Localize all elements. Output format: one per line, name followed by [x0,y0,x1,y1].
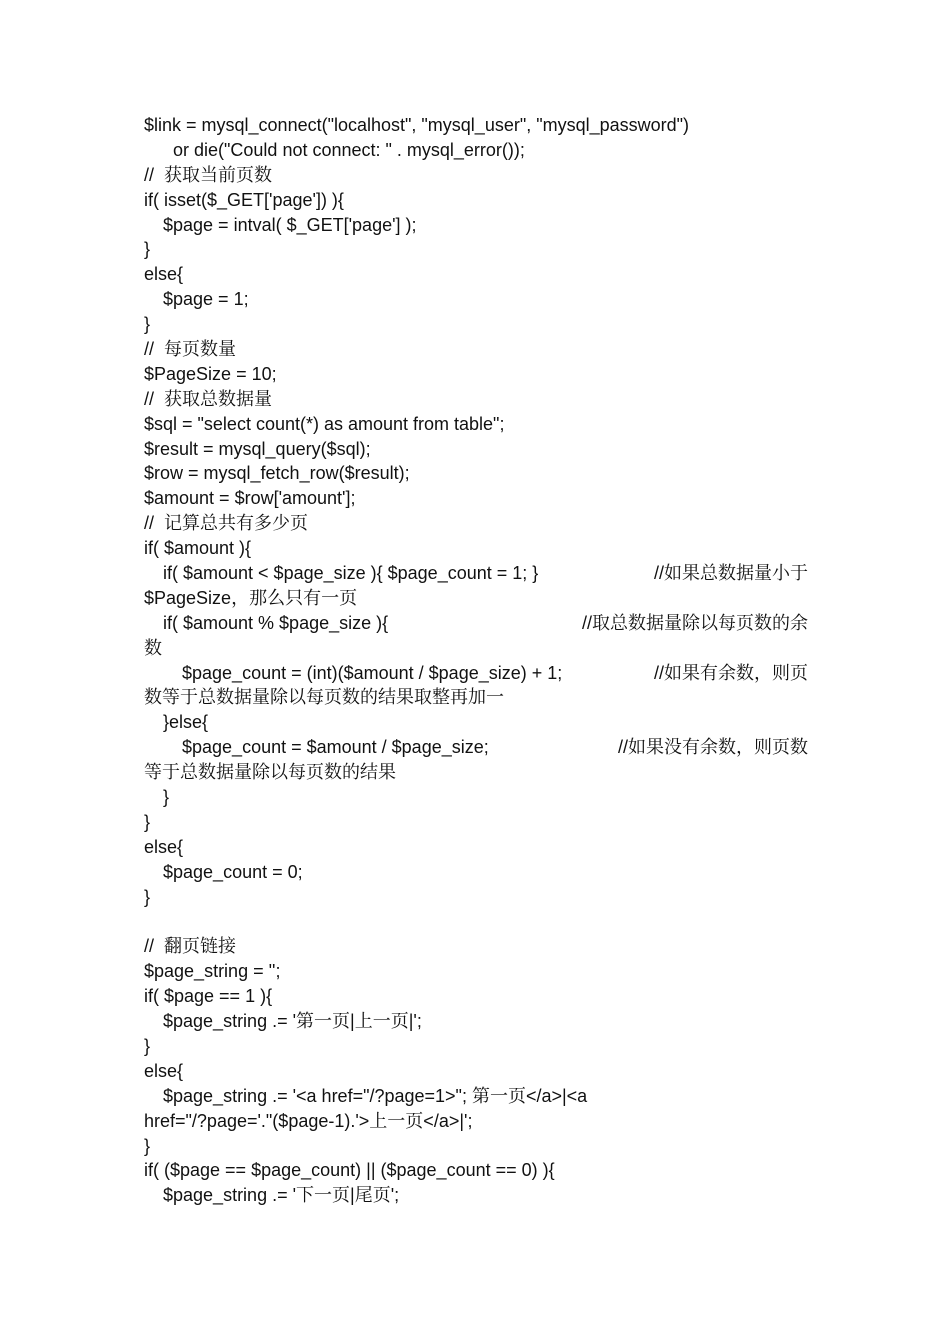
code-line: $PageSize = 10; [144,363,277,384]
code-line: $page = intval( $_GET['page'] ); [163,214,417,235]
code-line: $amount = $row['amount']; [144,488,356,509]
code-line: if( $page == 1 ){ [144,986,273,1007]
code-line: $row = mysql_fetch_row($result); [144,463,410,484]
code-text: $page_count = (int)($amount / $page_size) + 1; [182,662,563,683]
code-block [144,113,808,1208]
code-line: $page = 1; [163,289,249,310]
code-line-with-comment [144,661,808,686]
code-line: } [163,787,170,808]
inline-comment: //如果总数据量小于 [653,563,808,584]
code-line: } [144,239,151,260]
code-line: if( isset($_GET['page']) ){ [144,189,344,210]
code-line: else{ [144,836,184,857]
code-line: } [144,811,151,832]
code-line: $page_string .= '下一页|尾页'; [163,1185,400,1206]
comment-line: // 翻页链接 [144,936,237,957]
wrapped-code-line: href="/?page='."($page-1).'>上一页</a>|'; [144,1110,473,1131]
comment-line: // 每页数量 [144,339,237,360]
code-line: $page_string .= '第一页|上一页|'; [163,1011,422,1032]
inline-comment: //如果有余数，则页 [653,662,808,683]
wrapped-comment-line: $PageSize，那么只有一页 [144,587,358,608]
code-line: if( $amount ){ [144,538,252,559]
code-line: }else{ [163,712,209,733]
code-line-with-comment [144,561,808,586]
inline-comment: //如果没有余数，则页数 [617,737,808,758]
wrapped-comment-line: 数等于总数据量除以每页数的结果取整再加一 [144,687,504,708]
code-line: $result = mysql_query($sql); [144,438,371,459]
code-line: $link = mysql_connect("localhost", "mysql_user", "mysql_password") [144,115,690,135]
code-line-with-comment [144,735,808,760]
code-line: $sql = "select count(*) as amount from table"; [144,413,505,434]
code-line: else{ [144,1060,184,1081]
blank-line [144,910,808,935]
code-line-with-comment [144,611,808,636]
code-line: if( ($page == $page_count) || ($page_count == 0) ){ [144,1160,555,1181]
code-line: $page_string = ''; [144,961,281,982]
comment-line: // 获取当前页数 [144,164,273,185]
code-line: $page_string .= '<a href="/?page=1>"; 第一页</a>|<a [163,1085,588,1106]
inline-comment: //取总数据量除以每页数的余 [581,612,808,633]
comment-line: // 记算总共有多少页 [144,513,309,534]
code-text: if( $amount < $page_size ){ $page_count = 1; } [163,563,539,584]
wrapped-comment-line: 等于总数据量除以每页数的结果 [144,762,396,783]
comment-line: // 获取总数据量 [144,388,273,409]
code-text: if( $amount % $page_size ){ [163,612,389,633]
code-line: or die("Could not connect: " . mysql_error()); [173,139,525,160]
code-line: $page_count = 0; [163,861,303,882]
code-line: } [144,314,151,335]
code-line: else{ [144,264,184,285]
code-line: } [144,886,151,907]
code-line: } [144,1035,151,1056]
code-text: $page_count = $amount / $page_size; [182,737,489,758]
wrapped-comment-line: 数 [144,637,162,658]
code-line: } [144,1135,151,1156]
